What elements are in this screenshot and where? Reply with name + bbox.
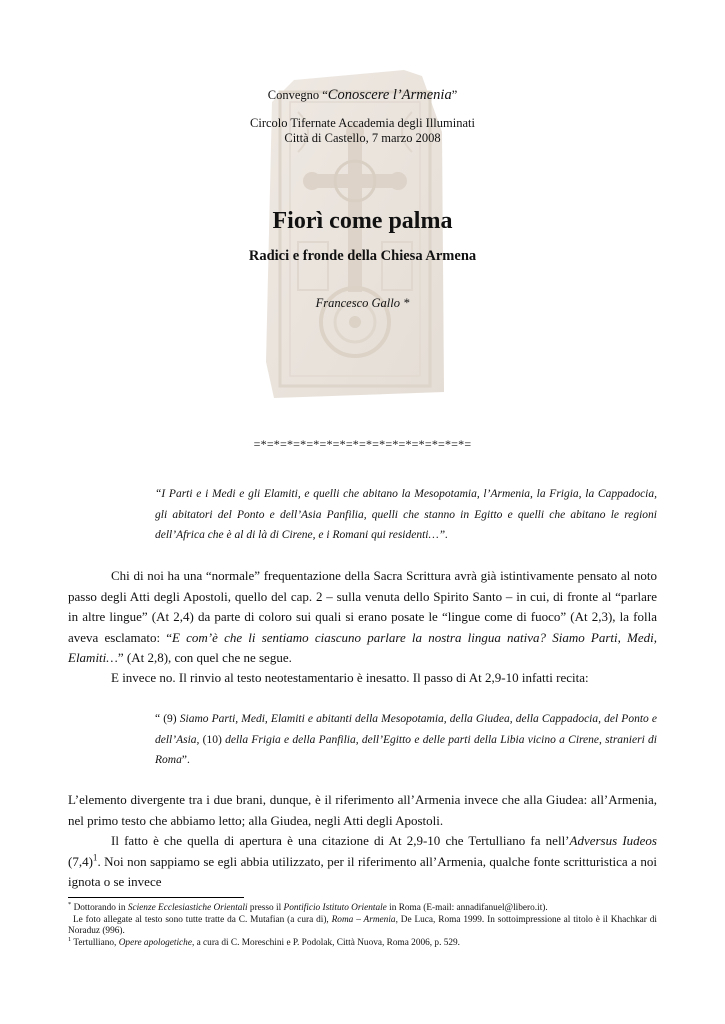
footnote-rule: [68, 897, 244, 898]
paragraph-4-italic: Adversus Iudeos: [569, 833, 657, 848]
organizer: Circolo Tifernate Accademia degli Illuminati: [250, 116, 475, 130]
footnote-photos-italic: Roma – Armenia: [331, 914, 396, 925]
footnote-star-italic-1: Scienze Ecclesiastiche Orientali: [127, 903, 248, 913]
footnote-photos: [68, 915, 657, 938]
place-date: Città di Castello, 7 marzo 2008: [284, 131, 441, 145]
separator-line: =*=*=*=*=*=*=*=*=*=*=*=*=*=*=*=*=: [253, 437, 472, 451]
footnote-ref-1[interactable]: 1: [92, 852, 98, 863]
footnote-1-text-b: , a cura di C. Moreschini e P. Podolak, Città Nuova, Roma 2006, p. 529.: [191, 937, 460, 948]
footnote-star-text-b: presso il: [247, 903, 284, 913]
paragraph-4-text-c: . Noi non sappiamo se egli abbia utilizzato, per il riferimento all’Armenia, qualche fonte scritturistica a noi ignota o se invece: [68, 853, 657, 889]
footnote-photos-text-a: Le foto allegate al testo sono tutte tratte da C. Mutafian (a cura di),: [73, 914, 332, 925]
acts-quote: [155, 709, 657, 771]
opening-quote: “I Parti e i Medi e gli Elamiti, e quelli che abitano la Mesopotamia, l’Armenia, la Frigia, la Cappadocia, gli abitatori del Ponto e dell’Asia Panfilia, quelli che stanno in Egitto e quelli che abitano le regioni dell’Africa che è al di là di Cirene, e i Romani qui residenti…”.: [155, 488, 657, 541]
footnote-1-text-a: Tertulliano,: [71, 937, 119, 948]
acts-quote-open: “ (9): [155, 713, 180, 725]
acts-quote-verse-9: Siamo Parti, Medi, Elamiti e abitanti della Mesopotamia, della Giudea, della Cappadocia, del Ponto e dell’Asia,: [155, 713, 657, 746]
footnote-1: [68, 935, 657, 950]
footnote-star-italic-2: Pontificio Istituto Orientale: [283, 903, 387, 913]
acts-quote-close: ”.: [181, 754, 190, 766]
paragraph-4-text-b: (7,4): [68, 853, 93, 869]
footnote-photos-text-b: , De Luca, Roma 1999. In sottoimpressione al titolo è il Khachkar di Noraduz (996).: [68, 914, 657, 937]
author: Francesco Gallo *: [315, 296, 410, 310]
paragraph-1-text-b: ” (At 2,8), con quel che ne segue.: [117, 650, 292, 665]
footnote-star-text-c: in Roma (E-mail: annadifanuel@libero.it).: [386, 903, 548, 913]
document-title: Fiorì come palma: [272, 208, 453, 234]
paragraph-1-text-a: Chi di noi ha una “normale” frequentazione della Sacra Scrittura avrà già istintivamente pensato al noto passo degli Atti degli Apostoli, quello del cap. 2 – sulla venuta dello Spirito Santo – in cui, di fronte al “parlare in altre lingue” (At 2,4) da parte di coloro sui quali si erano posate le “lingue come di fuoco” (At 2,3), la folla aveva esclamato: “: [68, 568, 657, 645]
footnote-star-mark: *: [68, 900, 72, 908]
acts-quote-mid: (10): [199, 733, 226, 746]
footnote-star-text-a: Dottorando in: [71, 903, 128, 913]
paragraph-3: L’elemento divergente tra i due brani, dunque, è il riferimento all’Armenia invece che alla Giudea: all’Armenia, nel primo testo che abbiamo letto; alla Giudea, negli Atti degli Apostoli.: [68, 792, 657, 828]
paragraph-1: [68, 566, 657, 669]
acts-quote-verse-10: della Frigia e della Panfilia, dell’Egitto e delle parti della Libia vicino a Cirene, stranieri di Roma: [155, 733, 657, 766]
document-subtitle: Radici e fronde della Chiesa Armena: [248, 248, 477, 264]
footnotes: [68, 900, 657, 949]
paragraph-4-text-a: Il fatto è che quella di apertura è una citazione di At 2,9-10 che Tertulliano fa nell’: [111, 833, 570, 848]
conference-line: [0, 87, 725, 104]
organizer-block: [0, 116, 725, 146]
conference-prefix: Convegno “: [267, 88, 328, 102]
footnote-1-italic: Opere apologetiche: [118, 937, 192, 948]
footnote-1-mark: 1: [68, 935, 72, 943]
paragraph-2: E invece no. Il rinvio al testo neotestamentario è inesatto. Il passo di At 2,9-10 infatti recita:: [111, 670, 589, 685]
conference-suffix: ”: [451, 88, 458, 102]
paragraph-1-italic: E com’è che li sentiamo ciascuno parlare la nostra lingua nativa? Siamo Parti, Medi, Elamiti…: [68, 629, 657, 665]
paragraph-4: [68, 831, 657, 893]
conference-title: Conoscere l’Armenia: [327, 87, 452, 103]
footnote-star: [68, 900, 657, 915]
